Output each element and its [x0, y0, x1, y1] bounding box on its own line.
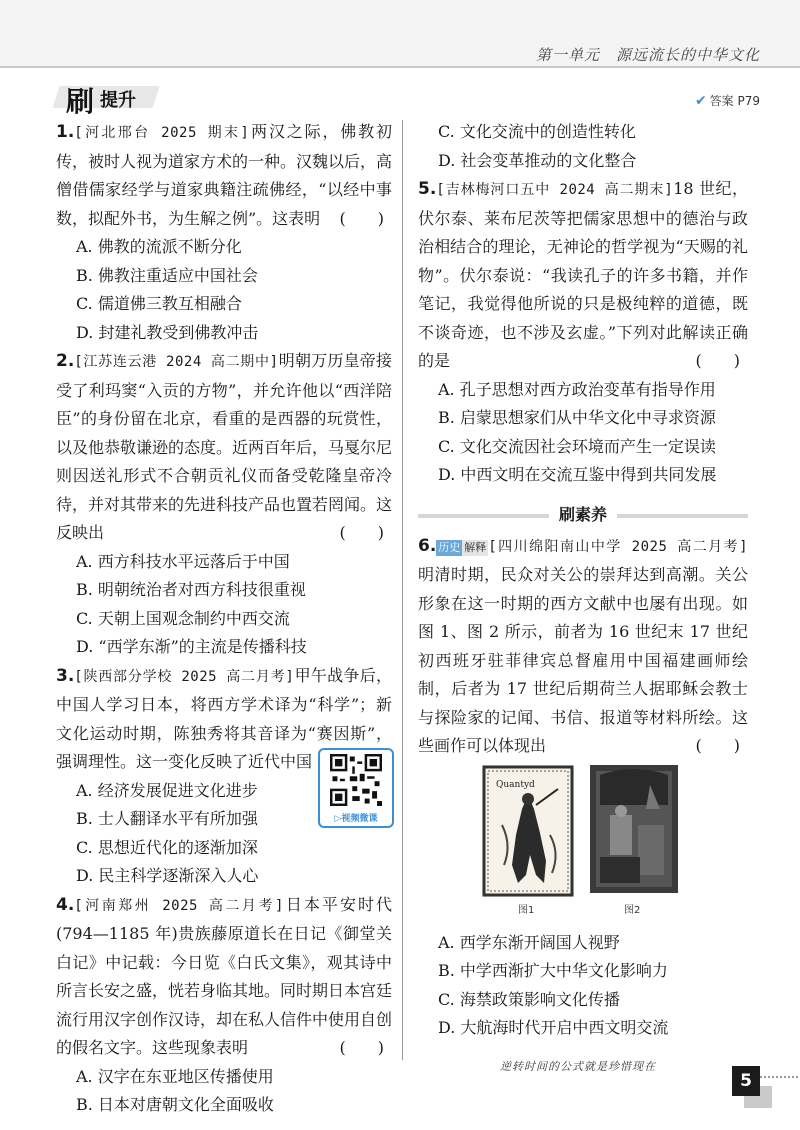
answer-reference: [695, 92, 760, 109]
figure-2-image: [590, 765, 678, 893]
option[interactable]: A. 汉字在东亚地区传播使用: [76, 1066, 274, 1086]
brand-big-char: 刷: [66, 85, 95, 118]
question-source: [陕西部分学校 2025 高二月考]: [74, 668, 295, 685]
option[interactable]: C. 天朝上国观念制约中西交流: [76, 608, 290, 628]
answer-blank[interactable]: ( ): [695, 351, 740, 370]
question-source: [吉林梅河口五中 2024 高二期末]: [436, 182, 674, 198]
header-rule: [0, 66, 800, 68]
option[interactable]: C. 文化交流中的创造性转化: [438, 122, 636, 141]
question-2: [56, 347, 392, 548]
unit-title: 第一单元 源远流长的中华文化: [535, 46, 760, 64]
column-divider: [402, 120, 403, 1060]
option[interactable]: D. “西学东渐”的主流是传播科技: [76, 637, 307, 656]
question-stem: 明清时期，民众对关公的崇拜达到高潮。关公形象在这一时期的西方文献中也屡有出现。如图 1、图 2 所示，前者为 16 世纪末 17 世纪初西班牙驻菲律宾总督雇用中国福建画师绘制，后者为 17 世纪后期荷兰人据耶稣会教士与探险家的记闻、书信、报道等材料所绘。这些画作可以体现出: [418, 565, 748, 755]
option[interactable]: D. 社会变革推动的文化整合: [438, 150, 637, 170]
question-source: [四川绵阳南山中学 2025 高二月考]: [488, 538, 748, 555]
option[interactable]: B. 启蒙思想家们从中华文化中寻求资源: [438, 408, 716, 427]
question-source: [江苏连云港 2024 高二期中]: [74, 354, 279, 370]
answer-blank[interactable]: ( ): [339, 523, 384, 542]
question-number: 2.: [56, 351, 75, 371]
section-brand: [56, 80, 176, 118]
question-stem: 甲午战争后，中国人学习日本，将西方学术译为“科学”；新文化运动时期，陈独秀将其音译为“赛因斯”，强调理性。这一变化反映了近代中国: [56, 665, 392, 771]
answer-blank[interactable]: ( ): [695, 736, 740, 755]
option[interactable]: A. 经济发展促进文化进步: [76, 780, 258, 800]
question-stem: 明朝万历皇帝接受了利玛窦“入贡的方物”，并允许他以“西洋陪臣”的身份留在北京，看重的是西器的玩赏性，以及他恭敬谦逊的态度。近两百年后，马戛尔尼则因送礼形式不合朝贡礼仪而备受乾隆皇帝冷待，并对其带来的先进科技产品也置若罔闻。这反映出: [56, 351, 393, 542]
answer-blank[interactable]: ( ): [339, 1038, 384, 1057]
question-number: 3.: [56, 665, 75, 686]
figure-2-caption: 图2: [624, 904, 641, 916]
brand-label: 提升: [100, 90, 136, 111]
option[interactable]: C. 海禁政策影响文化传播: [438, 989, 620, 1009]
figures: [418, 765, 748, 925]
video-lesson-qr[interactable]: [318, 748, 394, 828]
option[interactable]: A. 佛教的流派不断分化: [76, 237, 242, 256]
question-stem: 两汉之际，佛教初传，被时人视为道家方术的一种。汉魏以后，高僧借儒家经学与道家典籍注疏佛经，“以经中事数，拟配外书，为生解之例”。这表明: [56, 122, 393, 228]
option[interactable]: D. 中西文明在交流互鉴中得到共同发展: [438, 465, 717, 484]
right-column: [418, 118, 748, 1043]
page-number: 5: [732, 1066, 760, 1096]
option[interactable]: D. 民主科学逐渐深入人心: [76, 866, 259, 885]
video-lesson-label: ▷视频微课: [334, 814, 378, 824]
question-5: [418, 175, 748, 376]
figure-1-inscription: Quantyd: [496, 779, 535, 790]
option[interactable]: C. 思想近代化的逐渐加深: [76, 837, 258, 857]
question-source: [河北邢台 2025 期末]: [74, 125, 250, 141]
question-source: [河南郑州 2025 高二月考]: [74, 897, 284, 914]
section-heading: [418, 502, 748, 528]
qr-code-icon: [328, 754, 384, 806]
tag-history: 历史: [438, 540, 461, 554]
question-number: 5.: [418, 179, 437, 199]
option[interactable]: B. 士人翻译水平有所加强: [76, 809, 258, 828]
option[interactable]: C. 儒道佛三教互相融合: [76, 294, 242, 313]
question-4: [56, 891, 392, 1063]
question-number: 6.: [418, 535, 437, 556]
footer-dots: [760, 1076, 798, 1080]
question-6: [418, 532, 748, 761]
option[interactable]: D. 大航海时代开启中西文明交流: [438, 1018, 669, 1037]
option[interactable]: B. 中学西渐扩大中华文化影响力: [438, 961, 668, 980]
question-stem: 18 世纪，伏尔泰、莱布尼茨等把儒家思想中的德治与政治相结合的理论，无神论的哲学视为“天赐的礼物”。伏尔泰说：“我读孔子的许多书籍，并作笔记，我觉得他所说的只是极纯粹的道德，既不谈奇迹，也不涉及玄虚。”下列对此解读正确的是: [418, 179, 748, 370]
option[interactable]: C. 文化交流因社会环境而产生一定误读: [438, 436, 716, 456]
option[interactable]: D. 封建礼教受到佛教冲击: [76, 322, 259, 342]
figure-1-image: [482, 765, 574, 897]
question-stem: 日本平安时代(794—1185 年)贵族藤原道长在日记《御堂关白记》中记载：今日览《白氏文集》，观其诗中所言长安之盛，恍若身临其地。同时期日本宫廷流行用汉字创作汉诗，却在私人信件中使用自创的假名文字。这些现象表明: [56, 894, 393, 1057]
option[interactable]: B. 日本对唐朝文化全面吸收: [76, 1095, 274, 1114]
option[interactable]: A. 西方科技水平远落后于中国: [76, 551, 290, 571]
answer-ref-text: 答案 P79: [709, 94, 760, 108]
tag-explain: 解释: [464, 540, 487, 554]
question-number: 4.: [56, 894, 75, 915]
option[interactable]: A. 孔子思想对西方政治变革有指导作用: [438, 379, 716, 399]
section-title: 刷素养: [549, 502, 617, 525]
option[interactable]: B. 明朝统治者对西方科技很重视: [76, 580, 306, 599]
check-icon: ✔: [694, 92, 707, 109]
footer-motto: 逆转时间的公式就是珍惜现在: [500, 1060, 656, 1073]
question-1: [56, 118, 392, 233]
option[interactable]: B. 佛教注重适应中国社会: [76, 265, 258, 285]
answer-blank[interactable]: ( ): [339, 208, 384, 228]
question-number: 1.: [56, 122, 75, 142]
figure-1-caption: 图1: [518, 904, 535, 916]
left-column: [56, 118, 392, 1120]
option[interactable]: A. 西学东渐开阔国人视野: [438, 932, 620, 952]
